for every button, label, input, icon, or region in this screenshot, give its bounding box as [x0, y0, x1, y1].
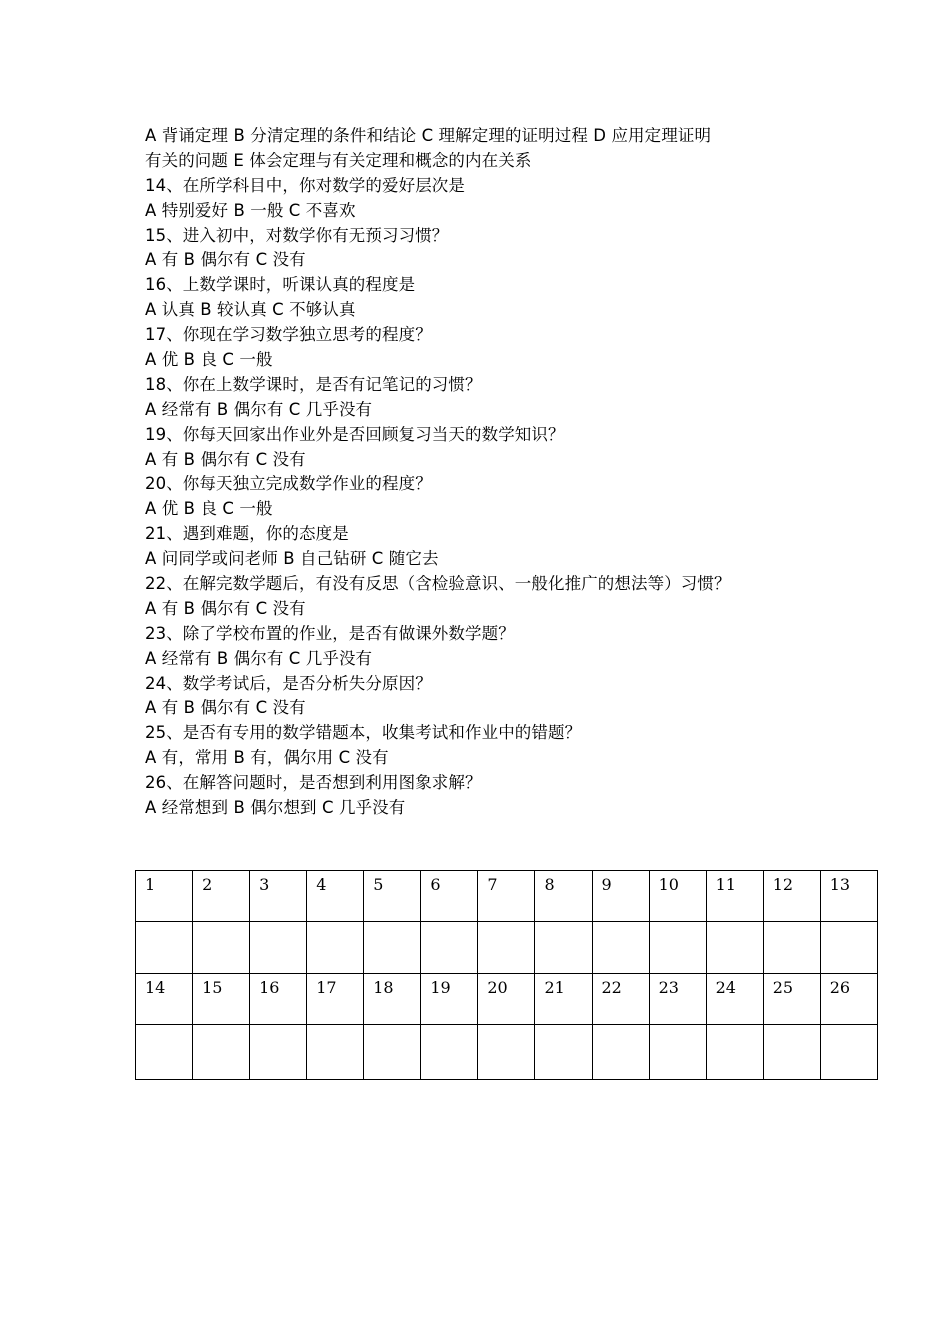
answer-cell[interactable] — [193, 922, 250, 974]
options-19: A 有 B 偶尔有 C 没有 — [145, 449, 306, 469]
options-15: A 有 B 偶尔有 C 没有 — [145, 250, 306, 270]
question-21: 21、遇到难题，你的态度是 — [145, 524, 349, 544]
question-17: 17、你现在学习数学独立思考的程度？ — [145, 325, 432, 345]
question-number-cell: 7 — [478, 871, 535, 922]
options-22: A 有 B 偶尔有 C 没有 — [145, 598, 306, 618]
answer-cell[interactable] — [592, 1025, 649, 1080]
questionnaire-text — [145, 124, 835, 821]
question-number-cell: 21 — [535, 974, 592, 1025]
question-number-row — [136, 974, 878, 1025]
options-18: A 经常有 B 偶尔有 C 几乎没有 — [145, 399, 373, 419]
answer-cell[interactable] — [250, 1025, 307, 1080]
question-14: 14、在所学科目中，你对数学的爱好层次是 — [145, 175, 465, 195]
question-number-cell: 20 — [478, 974, 535, 1025]
question-number-cell: 2 — [193, 871, 250, 922]
question-number-cell: 11 — [706, 871, 763, 922]
options-17: A 优 B 良 C 一般 — [145, 350, 273, 370]
question-number-cell: 13 — [820, 871, 877, 922]
question-number-cell: 16 — [250, 974, 307, 1025]
question-number-cell: 10 — [649, 871, 706, 922]
answer-cell[interactable] — [250, 922, 307, 974]
answer-cell[interactable] — [307, 1025, 364, 1080]
question-24: 24、数学考试后，是否分析失分原因？ — [145, 673, 432, 693]
answer-cell[interactable] — [364, 1025, 421, 1080]
question-number-cell: 22 — [592, 974, 649, 1025]
answer-cell[interactable] — [421, 922, 478, 974]
answer-cell[interactable] — [307, 922, 364, 974]
answer-cell[interactable] — [706, 1025, 763, 1080]
answer-cell[interactable] — [820, 922, 877, 974]
answer-row — [136, 1025, 878, 1080]
answer-cell[interactable] — [193, 1025, 250, 1080]
question-19: 19、你每天回家出作业外是否回顾复习当天的数学知识？ — [145, 424, 565, 444]
question-20: 20、你每天独立完成数学作业的程度？ — [145, 474, 432, 494]
question-16: 16、上数学课时，听课认真的程度是 — [145, 275, 416, 295]
answer-cell[interactable] — [706, 922, 763, 974]
question-number-cell: 25 — [763, 974, 820, 1025]
answer-cell[interactable] — [592, 922, 649, 974]
answer-cell[interactable] — [136, 922, 193, 974]
question-number-cell: 8 — [535, 871, 592, 922]
options-26: A 经常想到 B 偶尔想到 C 几乎没有 — [145, 798, 406, 818]
question-number-cell: 6 — [421, 871, 478, 922]
question-22: 22、在解完数学题后，有没有反思（含检验意识、一般化推广的想法等）习惯？ — [145, 574, 731, 594]
question-number-row — [136, 871, 878, 922]
answer-cell[interactable] — [364, 922, 421, 974]
question-15: 15、进入初中，对数学你有无预习习惯？ — [145, 225, 449, 245]
answer-sheet-table — [135, 870, 878, 1080]
question-23: 23、除了学校布置的作业，是否有做课外数学题？ — [145, 623, 515, 643]
question-number-cell: 19 — [421, 974, 478, 1025]
question-number-cell: 4 — [307, 871, 364, 922]
question-18: 18、你在上数学课时，是否有记笔记的习惯？ — [145, 374, 482, 394]
options-20: A 优 B 良 C 一般 — [145, 499, 273, 519]
question-number-cell: 24 — [706, 974, 763, 1025]
question-number-cell: 26 — [820, 974, 877, 1025]
question-number-cell: 1 — [136, 871, 193, 922]
options-16: A 认真 B 较认真 C 不够认真 — [145, 300, 356, 320]
options-21: A 问同学或问老师 B 自己钻研 C 随它去 — [145, 549, 439, 569]
options-14: A 特别爱好 B 一般 C 不喜欢 — [145, 200, 356, 220]
question-26: 26、在解答问题时，是否想到利用图象求解？ — [145, 773, 482, 793]
question-number-cell: 18 — [364, 974, 421, 1025]
text-line: 有关的问题 E 体会定理与有关定理和概念的内在关系 — [145, 150, 532, 170]
answer-cell[interactable] — [820, 1025, 877, 1080]
answer-cell[interactable] — [649, 922, 706, 974]
question-number-cell: 15 — [193, 974, 250, 1025]
question-number-cell: 14 — [136, 974, 193, 1025]
answer-cell[interactable] — [535, 922, 592, 974]
question-number-cell: 9 — [592, 871, 649, 922]
question-number-cell: 12 — [763, 871, 820, 922]
question-25: 25、是否有专用的数学错题本，收集考试和作业中的错题？ — [145, 723, 582, 743]
text-line: A 背诵定理 B 分清定理的条件和结论 C 理解定理的证明过程 D 应用定理证明 — [145, 126, 712, 145]
question-number-cell: 17 — [307, 974, 364, 1025]
options-24: A 有 B 偶尔有 C 没有 — [145, 698, 306, 718]
answer-cell[interactable] — [478, 1025, 535, 1080]
options-25: A 有，常用 B 有，偶尔用 C 没有 — [145, 748, 389, 768]
answer-cell[interactable] — [535, 1025, 592, 1080]
options-23: A 经常有 B 偶尔有 C 几乎没有 — [145, 648, 373, 668]
answer-cell[interactable] — [421, 1025, 478, 1080]
question-number-cell: 23 — [649, 974, 706, 1025]
question-number-cell: 5 — [364, 871, 421, 922]
answer-cell[interactable] — [478, 922, 535, 974]
question-number-cell: 3 — [250, 871, 307, 922]
answer-cell[interactable] — [649, 1025, 706, 1080]
answer-row — [136, 922, 878, 974]
answer-cell[interactable] — [136, 1025, 193, 1080]
answer-cell[interactable] — [763, 1025, 820, 1080]
answer-cell[interactable] — [763, 922, 820, 974]
